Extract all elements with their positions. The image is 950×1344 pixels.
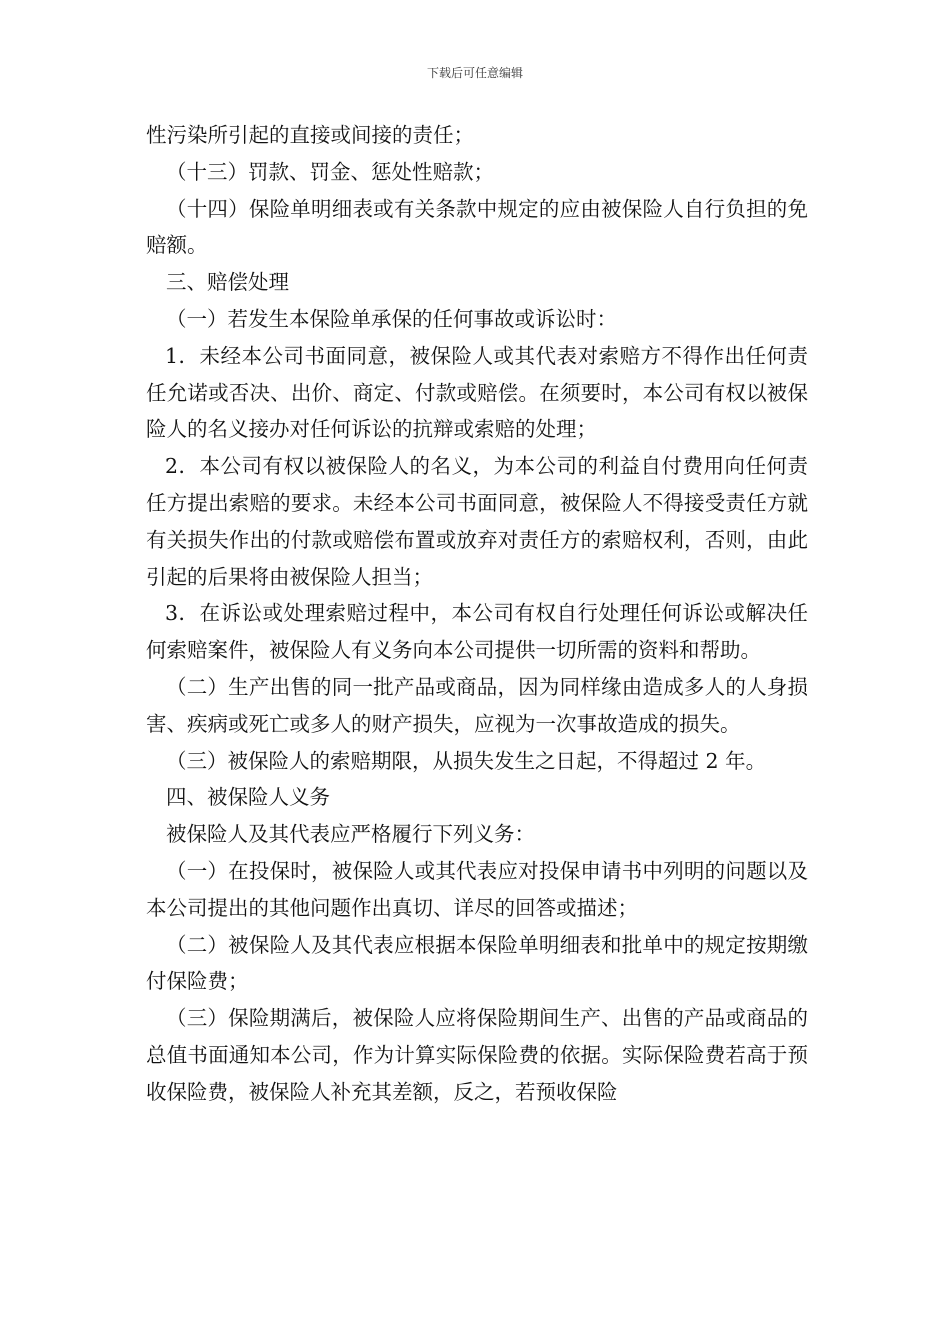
paragraph-2: （十三）罚款、罚金、惩处性赔款；: [166, 159, 494, 184]
paragraph-3: （十四）保险单明细表或有关条款中规定的应由被保险人自行负担的免赔额。: [146, 196, 808, 258]
page-header-note: 下载后可任意编辑: [426, 66, 523, 80]
paragraph-15: （三）保险期满后，被保险人应将保险期间生产、出售的产品或商品的总值书面通知本公司，作为计算实际保险费的依据。实际保险费若高于预收保险费，被保险人补充其差额，反之，若预收保险: [146, 1006, 808, 1104]
paragraph-9: （二）生产出售的同一批产品或商品，因为同样缘由造成多人的人身损害、疾病或死亡或多人的财产损失，应视为一次事故造成的损失。: [146, 674, 808, 736]
paragraph-6: 1．未经本公司书面同意，被保险人或其代表对索赔方不得作出任何责任允诺或否决、出价、商定、付款或赔偿。在须要时，本公司有权以被保险人的名义接办对任何诉讼的抗辩或索赔的处理；: [146, 343, 808, 442]
section-heading-obligations: 四、被保险人义务: [166, 785, 330, 810]
paragraph-7: 2．本公司有权以被保险人的名义，为本公司的利益自付费用向任何责任方提出索赔的要求。未经本公司书面同意，被保险人不得接受责任方就有关损失作出的付款或赔偿布置或放弃对责任方的索赔权利，否则，由此引起的后果将由被保险人担当；: [146, 454, 808, 589]
paragraph-8: 3．在诉讼或处理索赔过程中，本公司有权自行处理任何诉讼或解决任何索赔案件，被保险人有义务向本公司提供一切所需的资料和帮助。: [146, 601, 808, 663]
paragraph-1: 性污染所引起的直接或间接的责任；: [146, 123, 474, 147]
paragraph-12: 被保险人及其代表应严格履行下列义务：: [166, 822, 535, 847]
document-body: [146, 117, 808, 1111]
paragraph-13: （一）在投保时，被保险人或其代表应对投保申请书中列明的问题以及本公司提出的其他问题作出真切、详尽的回答或描述；: [146, 858, 808, 920]
section-heading-claims: 三、赔偿处理: [166, 270, 289, 295]
paragraph-14: （二）被保险人及其代表应根据本保险单明细表和批单中的规定按期缴付保险费；: [146, 932, 808, 994]
paragraph-5: （一）若发生本保险单承保的任何事故或诉讼时：: [166, 306, 617, 331]
paragraph-10: （三）被保险人的索赔期限，从损失发生之日起，不得超过 2 年。: [166, 748, 767, 773]
